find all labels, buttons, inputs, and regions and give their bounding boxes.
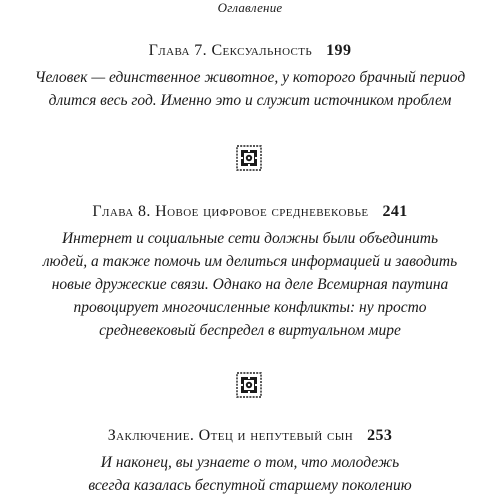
chapter-page-number: 253 xyxy=(367,427,393,444)
description-line: Интернет и социальные сети должны были объединить xyxy=(61,230,439,247)
chapter-title: Глава 7. Сексуальность xyxy=(148,42,313,59)
description-line: новые дружеские связи. Однако на деле Всемирная паутина xyxy=(51,276,449,293)
running-head: Оглавление xyxy=(217,0,283,15)
chapter-title: Глава 8. Новое цифровое средневековье xyxy=(92,203,369,220)
description-line: Человек — единственное животное, у которого брачный период xyxy=(34,69,466,86)
decorative-fleuron-icon xyxy=(236,145,262,171)
chapter-description xyxy=(0,227,500,342)
chapter-heading xyxy=(0,203,500,221)
chapter-heading xyxy=(0,42,500,60)
chapter-page-number: 199 xyxy=(326,42,352,59)
chapter-page-number: 241 xyxy=(382,203,408,220)
chapter-heading xyxy=(0,427,500,445)
description-line: И наконец, вы узнаете о том, что молодежь xyxy=(100,454,400,471)
description-line: средневековый беспредел в виртуальном мире xyxy=(99,322,401,339)
toc-entry-conclusion[interactable] xyxy=(0,427,500,497)
toc-entry-chapter-7[interactable] xyxy=(0,42,500,112)
toc-entry-chapter-8[interactable] xyxy=(0,203,500,342)
chapter-title: Заключение. Отец и непутевый сын xyxy=(107,427,354,444)
decorative-fleuron-icon xyxy=(236,372,262,398)
description-line: людей, а также помочь им делиться информацией и заводить xyxy=(42,253,458,270)
description-line: провоцирует многочисленные конфликты: ну просто xyxy=(73,299,427,316)
description-line: длится весь год. Именно это и служит источником проблем xyxy=(48,92,452,109)
chapter-description xyxy=(0,451,500,497)
chapter-description xyxy=(0,66,500,112)
description-line: всегда казалась беспутной старшему поколению xyxy=(88,477,412,494)
